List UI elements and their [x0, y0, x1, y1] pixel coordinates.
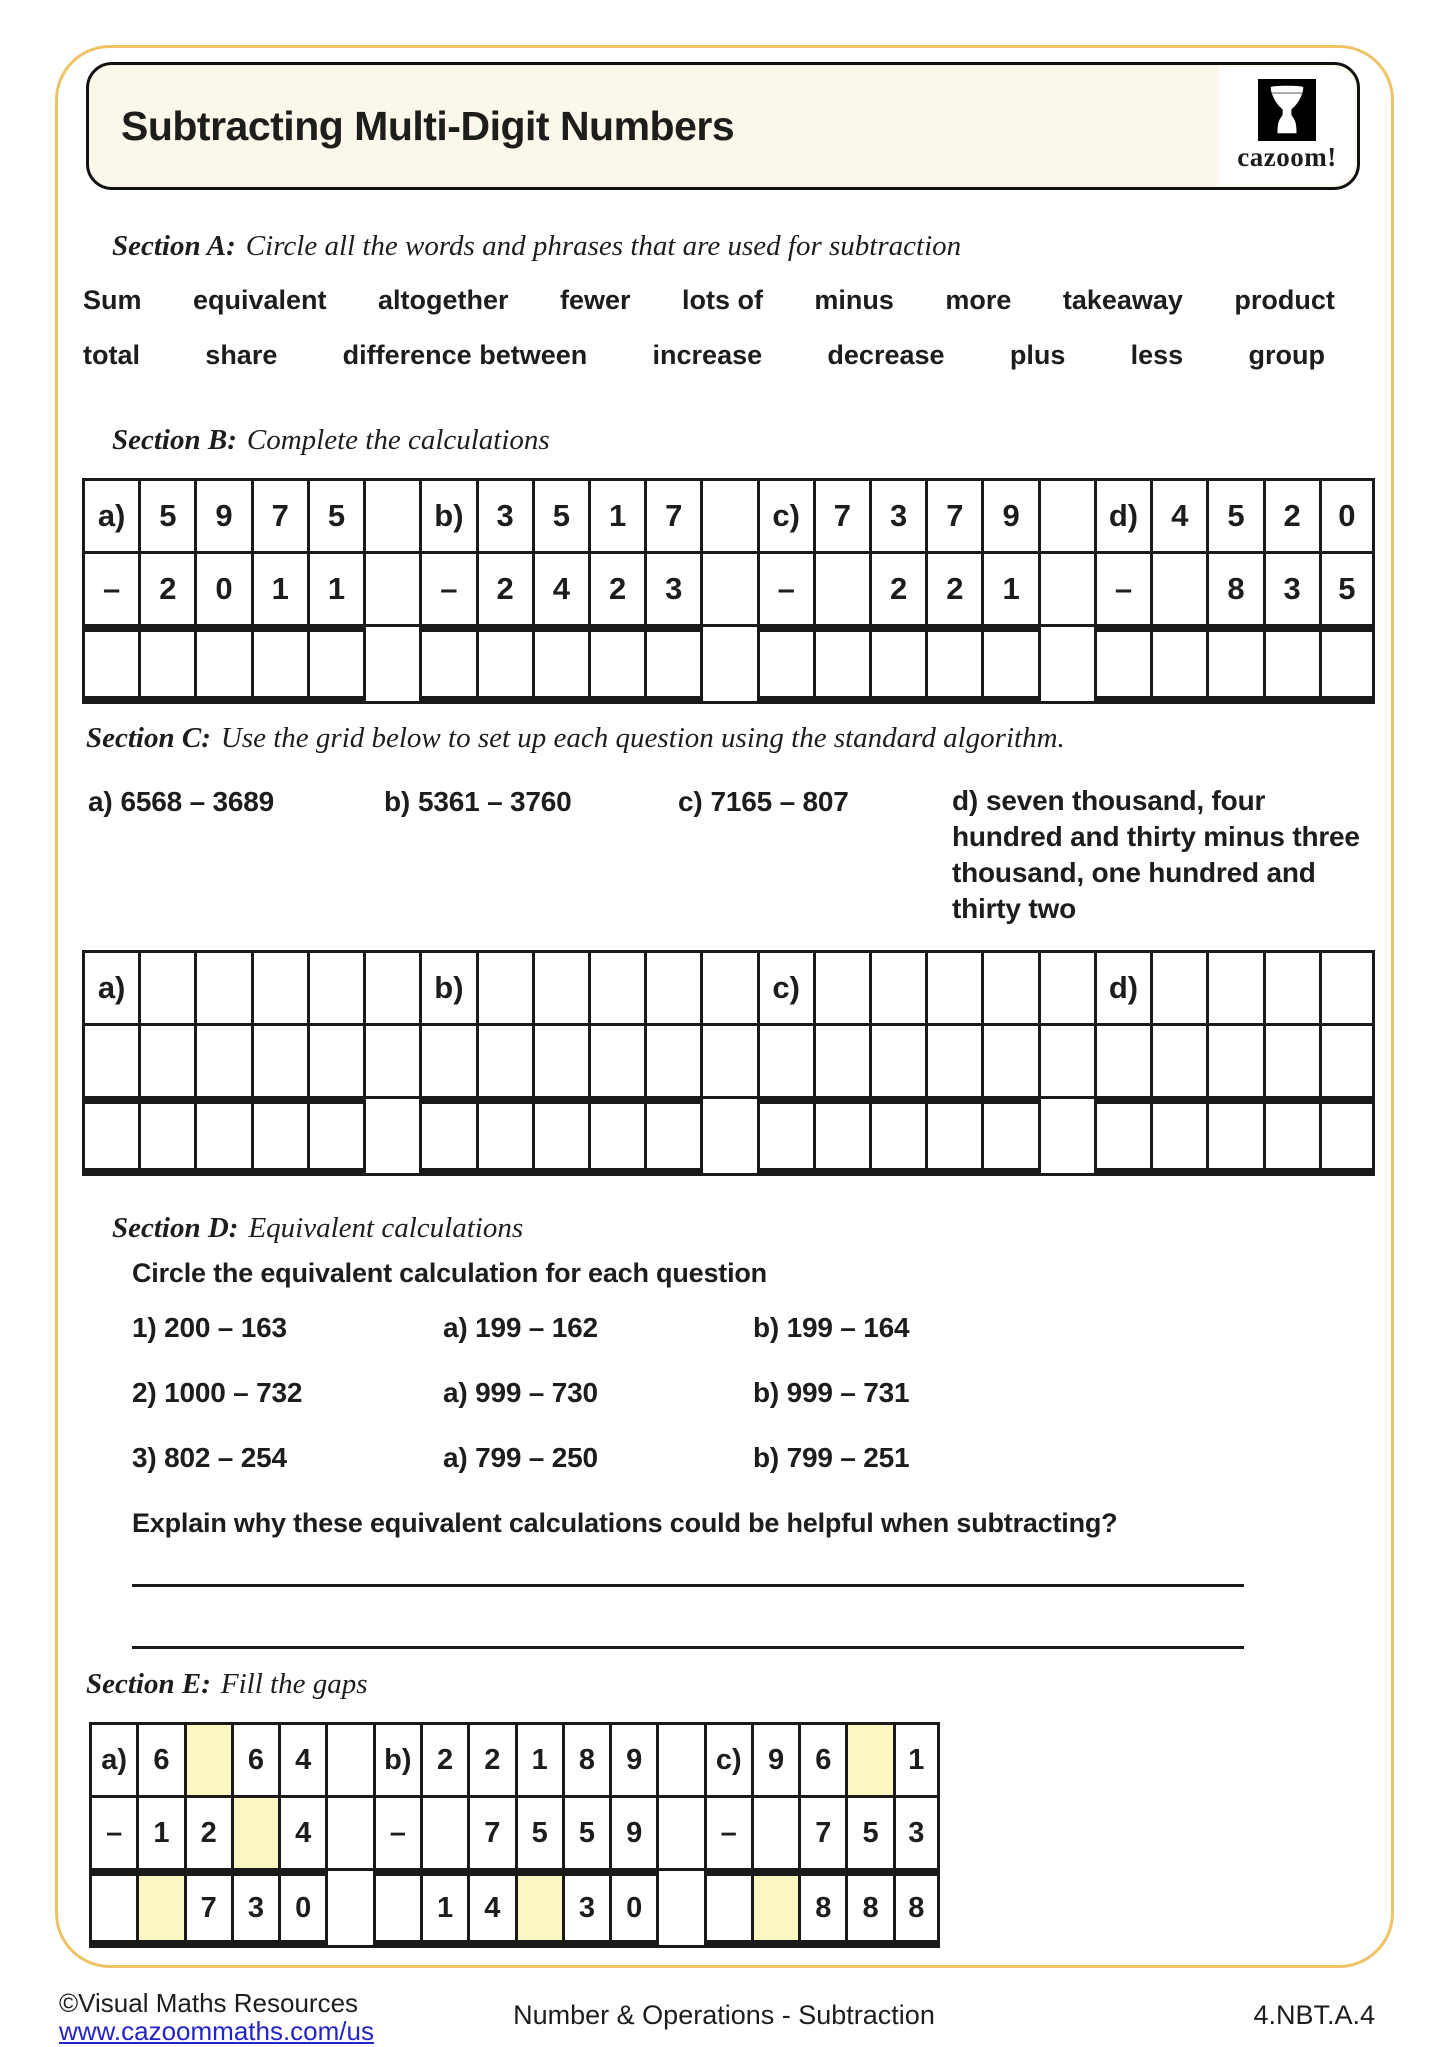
gap-cell[interactable] [515, 1868, 562, 1948]
spacer-cell [700, 624, 756, 704]
answer-cell[interactable] [1319, 1096, 1375, 1176]
digit-cell-empty[interactable] [1150, 1023, 1206, 1096]
spacer-cell [363, 624, 419, 704]
digit-cell-empty[interactable] [1319, 1023, 1375, 1096]
answer-cell[interactable] [644, 1096, 700, 1176]
spacer-cell [700, 1096, 756, 1176]
problem-label: c) [757, 478, 813, 551]
answer-cell[interactable] [89, 1868, 136, 1948]
digit-cell-empty[interactable] [588, 1023, 644, 1096]
equivalent-q3-option-a[interactable]: a) 799 – 250 [443, 1442, 598, 1473]
spacer-cell [363, 551, 419, 624]
answer-cell[interactable] [1206, 624, 1262, 704]
word-equivalent[interactable]: equivalent [192, 285, 327, 315]
digit-cell: 6 [798, 1722, 845, 1795]
section-c-question-b: b) 5361 – 3760 [384, 786, 572, 817]
answer-cell[interactable] [419, 1096, 475, 1176]
equivalent-row-3 [132, 1442, 909, 1474]
equivalent-q2-option-b[interactable]: b) 999 – 731 [753, 1377, 910, 1408]
digit-cell: 2 [869, 551, 925, 624]
spacer-cell [700, 551, 756, 624]
digit-cell-empty[interactable] [813, 950, 869, 1023]
word-bank-row-1 [83, 285, 1335, 316]
digit-cell: 3 [476, 478, 532, 551]
digit-cell-empty[interactable] [869, 1023, 925, 1096]
section-c-question-d: d) seven thousand, four hundred and thirty minus three thousand, one hundred and thirty two [952, 785, 1360, 924]
digit-cell-empty[interactable] [588, 950, 644, 1023]
section-b-calculation-grid [82, 478, 1375, 704]
answer-cell[interactable] [1263, 1096, 1319, 1176]
word-increase[interactable]: increase [652, 340, 763, 370]
answer-cell[interactable] [925, 624, 981, 704]
answer-cell[interactable] [813, 624, 869, 704]
minus-sign: – [1094, 551, 1150, 624]
spacer-cell [325, 1722, 372, 1795]
section-c-label: Section C: [86, 722, 211, 754]
digit-cell: 9 [751, 1722, 798, 1795]
digit-cell: 1 [893, 1722, 940, 1795]
section-c-question-a: a) 6568 – 3689 [88, 786, 275, 817]
word-takeaway[interactable]: takeaway [1062, 285, 1183, 315]
answer-cell[interactable] [981, 1096, 1037, 1176]
problem-label: c) [704, 1722, 751, 1795]
digit-cell-empty[interactable] [420, 1795, 467, 1868]
digit-cell-empty[interactable] [925, 1023, 981, 1096]
problem-label: a) [82, 478, 138, 551]
digit-cell: 5 [1319, 551, 1375, 624]
problem-label: d) [1094, 950, 1150, 1023]
section-e-gaps-grid [89, 1722, 940, 1948]
word-altogether[interactable]: altogether [377, 285, 509, 315]
answer-cell[interactable] [1094, 1096, 1150, 1176]
spacer-cell [363, 1023, 419, 1096]
spacer-cell [1038, 478, 1094, 551]
footer-topic: Number & Operations - Subtraction [513, 2000, 935, 2030]
section-e-heading [86, 1668, 367, 1701]
digit-cell-empty[interactable] [307, 1023, 363, 1096]
footer-copyright: ©Visual Maths Resources [59, 1988, 359, 2018]
minus-sign: – [704, 1795, 751, 1868]
label-column-cell [82, 1023, 138, 1096]
digit-cell: 5 [562, 1795, 609, 1868]
answer-cell[interactable] [82, 624, 138, 704]
digit-cell: 6 [136, 1722, 183, 1795]
footer-standard-code: 4.NBT.A.4 [1253, 2000, 1375, 2030]
cazoom-logo-text: cazoom! [1237, 142, 1337, 172]
digit-cell: 5 [532, 478, 588, 551]
word-less[interactable]: less [1130, 340, 1184, 370]
digit-cell-empty[interactable] [981, 950, 1037, 1023]
answer-cell[interactable] [1150, 624, 1206, 704]
digit-cell: 9 [609, 1795, 656, 1868]
answer-cell[interactable] [1263, 624, 1319, 704]
minus-sign: – [82, 551, 138, 624]
digit-cell-empty[interactable] [813, 551, 869, 624]
answer-cell[interactable] [138, 624, 194, 704]
spacer-cell [1038, 1023, 1094, 1096]
spacer-cell [700, 950, 756, 1023]
digit-cell: 3 [1263, 551, 1319, 624]
digit-cell-empty[interactable] [1206, 950, 1262, 1023]
digit-cell: 5 [307, 478, 363, 551]
minus-sign: – [89, 1795, 136, 1868]
digit-cell-empty[interactable] [644, 1023, 700, 1096]
answer-cell[interactable] [757, 1096, 813, 1176]
digit-cell: 0 [278, 1868, 325, 1948]
section-b-label: Section B: [112, 424, 237, 456]
section-c-working-grid [82, 950, 1375, 1176]
answer-cell[interactable] [925, 1096, 981, 1176]
digit-cell-empty[interactable] [869, 950, 925, 1023]
digit-cell-empty[interactable] [251, 1023, 307, 1096]
digit-cell: 2 [420, 1722, 467, 1795]
digit-cell: 2 [925, 551, 981, 624]
digit-cell-empty[interactable] [476, 1023, 532, 1096]
digit-cell-empty[interactable] [1150, 551, 1206, 624]
digit-cell-empty[interactable] [644, 950, 700, 1023]
spacer-cell [1038, 624, 1094, 704]
problem-label: c) [757, 950, 813, 1023]
word-decrease[interactable]: decrease [827, 340, 945, 370]
answer-cell[interactable] [869, 1096, 925, 1176]
section-e-label: Section E: [86, 1668, 211, 1700]
digit-cell: 1 [251, 551, 307, 624]
digit-cell: 5 [845, 1795, 892, 1868]
section-c-instruction: Use the grid below to set up each question using the standard algorithm. [220, 722, 1065, 754]
digit-cell: 3 [869, 478, 925, 551]
section-c-heading [86, 722, 1065, 755]
word-fewer[interactable]: fewer [559, 285, 631, 315]
spacer-cell [656, 1722, 703, 1795]
answer-cell[interactable] [1094, 624, 1150, 704]
spacer-cell [1038, 1096, 1094, 1176]
problem-label: b) [419, 950, 475, 1023]
digit-cell: 1 [515, 1722, 562, 1795]
gap-cell[interactable] [751, 1868, 798, 1948]
digit-cell-empty[interactable] [194, 950, 250, 1023]
digit-cell: 5 [515, 1795, 562, 1868]
section-d-label: Section D: [112, 1212, 239, 1244]
answer-cell[interactable] [704, 1868, 751, 1948]
gap-cell[interactable] [136, 1868, 183, 1948]
digit-cell: 2 [588, 551, 644, 624]
digit-cell: 4 [1150, 478, 1206, 551]
word-total[interactable]: total [83, 340, 140, 370]
word-difference-between[interactable]: difference between [342, 340, 588, 370]
equivalent-q3-option-b[interactable]: b) 799 – 251 [753, 1442, 910, 1473]
digit-cell: 4 [467, 1868, 514, 1948]
problem-label: a) [89, 1722, 136, 1795]
digit-cell: 7 [184, 1868, 231, 1948]
spacer-cell [363, 950, 419, 1023]
digit-cell-empty[interactable] [751, 1795, 798, 1868]
section-e-instruction: Fill the gaps [220, 1668, 368, 1700]
digit-cell-empty[interactable] [532, 950, 588, 1023]
digit-cell: 2 [467, 1722, 514, 1795]
digit-cell: 1 [420, 1868, 467, 1948]
word-group[interactable]: group [1248, 340, 1325, 370]
spacer-cell [656, 1868, 703, 1948]
digit-cell-empty[interactable] [138, 1023, 194, 1096]
answer-cell[interactable] [251, 1096, 307, 1176]
answer-cell[interactable] [532, 624, 588, 704]
answer-cell[interactable] [82, 1096, 138, 1176]
answer-cell[interactable] [757, 624, 813, 704]
digit-cell-empty[interactable] [307, 950, 363, 1023]
answer-cell[interactable] [194, 1096, 250, 1176]
gap-cell[interactable] [184, 1722, 231, 1795]
digit-cell-empty[interactable] [1319, 950, 1375, 1023]
answer-cell[interactable] [476, 624, 532, 704]
word-bank-row-2 [83, 340, 1325, 371]
answer-cell[interactable] [138, 1096, 194, 1176]
digit-cell: 4 [532, 551, 588, 624]
digit-cell-empty[interactable] [1263, 1023, 1319, 1096]
label-column-cell [1094, 1023, 1150, 1096]
section-d-heading [112, 1212, 523, 1245]
digit-cell: 4 [278, 1795, 325, 1868]
spacer-cell [1038, 551, 1094, 624]
digit-cell: 8 [893, 1868, 940, 1948]
digit-cell-empty[interactable] [251, 950, 307, 1023]
answer-cell[interactable] [981, 624, 1037, 704]
answer-cell[interactable] [532, 1096, 588, 1176]
spacer-cell [325, 1795, 372, 1868]
answer-cell[interactable] [588, 1096, 644, 1176]
digit-cell: 7 [813, 478, 869, 551]
digit-cell-empty[interactable] [476, 950, 532, 1023]
digit-cell-empty[interactable] [1206, 1023, 1262, 1096]
digit-cell-empty[interactable] [981, 1023, 1037, 1096]
header-box [86, 62, 1360, 190]
digit-cell: 7 [644, 478, 700, 551]
spacer-cell [363, 1096, 419, 1176]
digit-cell: 2 [138, 551, 194, 624]
word-more[interactable]: more [945, 285, 1012, 315]
digit-cell: 9 [981, 478, 1037, 551]
digit-cell: 3 [562, 1868, 609, 1948]
answer-line-2[interactable] [132, 1646, 1244, 1649]
answer-cell[interactable] [1150, 1096, 1206, 1176]
answer-cell[interactable] [251, 624, 307, 704]
spacer-cell [1038, 950, 1094, 1023]
minus-sign: – [419, 551, 475, 624]
answer-cell[interactable] [1206, 1096, 1262, 1176]
page-title: Subtracting Multi-Digit Numbers [121, 103, 735, 149]
answer-cell[interactable] [194, 624, 250, 704]
digit-cell-empty[interactable] [1150, 950, 1206, 1023]
cazoom-logo [1219, 67, 1355, 185]
digit-cell-empty[interactable] [194, 1023, 250, 1096]
digit-cell: 6 [231, 1722, 278, 1795]
digit-cell: 0 [609, 1868, 656, 1948]
digit-cell: 3 [644, 551, 700, 624]
equivalent-q1-option-a[interactable]: a) 199 – 162 [443, 1312, 598, 1343]
digit-cell: 0 [1319, 478, 1375, 551]
digit-cell: 2 [1263, 478, 1319, 551]
digit-cell: 9 [194, 478, 250, 551]
spacer-cell [363, 478, 419, 551]
label-column-cell [419, 1023, 475, 1096]
digit-cell: 3 [893, 1795, 940, 1868]
digit-cell: 0 [194, 551, 250, 624]
equivalent-row-1 [132, 1312, 909, 1344]
digit-cell: 8 [798, 1868, 845, 1948]
minus-sign: – [373, 1795, 420, 1868]
digit-cell: 7 [798, 1795, 845, 1868]
equivalent-row-2 [132, 1377, 909, 1409]
answer-cell[interactable] [307, 624, 363, 704]
digit-cell: 7 [251, 478, 307, 551]
equivalent-q1-option-b[interactable]: b) 199 – 164 [753, 1312, 910, 1343]
answer-cell[interactable] [1319, 624, 1375, 704]
answer-line-1[interactable] [132, 1584, 1244, 1587]
spacer-cell [700, 1023, 756, 1096]
digit-cell-empty[interactable] [813, 1023, 869, 1096]
digit-cell: 1 [588, 478, 644, 551]
digit-cell: 1 [136, 1795, 183, 1868]
answer-cell[interactable] [419, 624, 475, 704]
answer-cell[interactable] [813, 1096, 869, 1176]
digit-cell: 1 [981, 551, 1037, 624]
drum-icon [1258, 79, 1316, 141]
answer-cell[interactable] [588, 624, 644, 704]
digit-cell-empty[interactable] [532, 1023, 588, 1096]
spacer-cell [325, 1868, 372, 1948]
section-b-heading [112, 424, 550, 457]
minus-sign: – [757, 551, 813, 624]
drum-icon-svg [1265, 84, 1309, 136]
problem-label: a) [82, 950, 138, 1023]
problem-label: b) [419, 478, 475, 551]
digit-cell: 8 [1206, 551, 1262, 624]
equivalent-q2: 2) 1000 – 732 [132, 1377, 303, 1408]
digit-cell: 2 [476, 551, 532, 624]
section-a-heading [112, 230, 961, 263]
digit-cell: 5 [1206, 478, 1262, 551]
answer-cell[interactable] [644, 624, 700, 704]
word-plus[interactable]: plus [1009, 340, 1066, 370]
digit-cell: 3 [231, 1868, 278, 1948]
answer-cell[interactable] [476, 1096, 532, 1176]
spacer-cell [656, 1795, 703, 1868]
word-sum[interactable]: Sum [83, 285, 142, 315]
digit-cell-empty[interactable] [925, 950, 981, 1023]
digit-cell: 8 [845, 1868, 892, 1948]
section-a-instruction: Circle all the words and phrases that are used for subtraction [245, 230, 962, 262]
equivalent-q2-option-a[interactable]: a) 999 – 730 [443, 1377, 598, 1408]
gap-cell[interactable] [845, 1722, 892, 1795]
word-minus[interactable]: minus [814, 285, 894, 315]
explain-prompt: Explain why these equivalent calculations could be helpful when subtracting? [132, 1508, 1118, 1538]
problem-label: b) [373, 1722, 420, 1795]
word-product[interactable]: product [1234, 285, 1335, 315]
digit-cell: 1 [307, 551, 363, 624]
section-b-instruction: Complete the calculations [246, 424, 550, 456]
gap-cell[interactable] [231, 1795, 278, 1868]
digit-cell: 2 [184, 1795, 231, 1868]
digit-cell-empty[interactable] [138, 950, 194, 1023]
section-d-instruction-italic: Equivalent calculations [248, 1212, 524, 1244]
digit-cell: 5 [138, 478, 194, 551]
spacer-cell [700, 478, 756, 551]
word-share[interactable]: share [205, 340, 278, 370]
equivalent-q1: 1) 200 – 163 [132, 1312, 287, 1343]
section-a-label: Section A: [112, 230, 236, 262]
digit-cell-empty[interactable] [1263, 950, 1319, 1023]
digit-cell: 9 [609, 1722, 656, 1795]
answer-cell[interactable] [307, 1096, 363, 1176]
section-d-circle-instruction: Circle the equivalent calculation for each question [132, 1258, 767, 1288]
answer-cell[interactable] [869, 624, 925, 704]
equivalent-q3: 3) 802 – 254 [132, 1442, 287, 1473]
problem-label: d) [1094, 478, 1150, 551]
digit-cell: 7 [467, 1795, 514, 1868]
word-lots-of[interactable]: lots of [681, 285, 763, 315]
section-c-question-c: c) 7165 – 807 [678, 786, 849, 817]
footer-website-link[interactable]: www.cazoommaths.com/us [59, 2016, 374, 2046]
label-column-cell [757, 1023, 813, 1096]
answer-cell[interactable] [373, 1868, 420, 1948]
digit-cell: 7 [925, 478, 981, 551]
digit-cell: 8 [562, 1722, 609, 1795]
digit-cell: 4 [278, 1722, 325, 1795]
